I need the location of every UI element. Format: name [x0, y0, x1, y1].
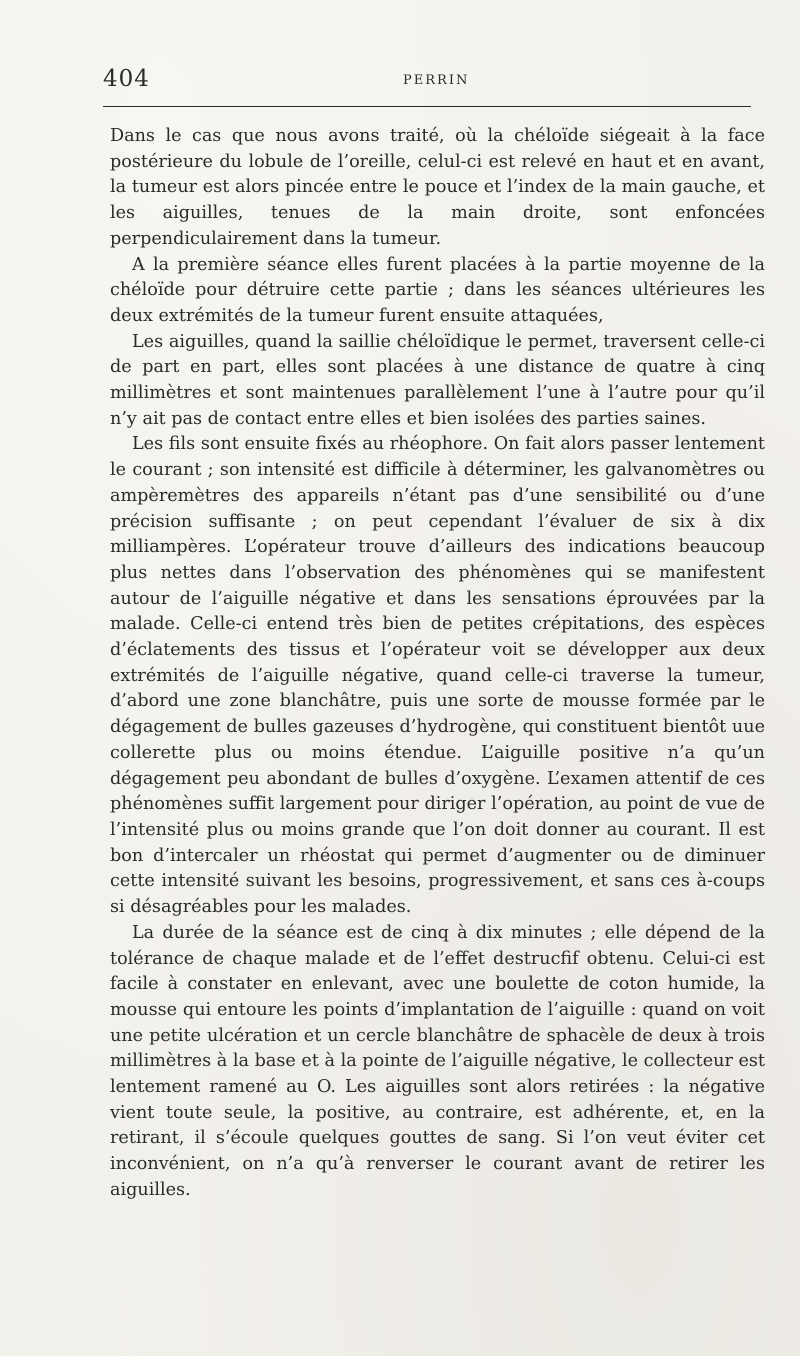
paragraph-3: Les aiguilles, quand la saillie chéloïdique le permet, traversent celle-ci de part en part, elles sont placées à une distance de quatre à cinq millimètres et sont maintenues parallèlement l’une à l’autre pour qu’il n’y ait pas de contact entre elles et bien isolées des parties saines.: [110, 331, 765, 429]
page-number: 404: [103, 66, 150, 92]
body-text: [110, 124, 765, 1204]
paragraph-1: Dans le cas que nous avons traité, où la chéloïde siégeait à la face postérieure du lobule de l’oreille, celul-ci est relevé en haut et en avant, la tumeur est alors pincée entre le pouce et l’index de la main gauche, et les aiguilles, tenues de la main droite, sont enfoncées perpendiculairement dans la tumeur.: [110, 126, 765, 249]
header-rule: [103, 106, 751, 107]
paragraph-2: A la première séance elles furent placées à la partie moyenne de la chéloïde pour détruire cette partie ; dans les séances ultérieures les deux extrémités de la tumeur furent ensuite attaquées,: [110, 254, 765, 326]
running-title: PERRIN: [403, 73, 470, 88]
paragraph-5: La durée de la séance est de cinq à dix minutes ; elle dépend de la tolérance de chaque malade et de l’effet destrucfif obtenu. Celui-ci est facile à constater en enlevant, avec une boulette de coton humide, la mousse qui entoure les points d’implantation de l’aiguille : quand on voit une petite ulcération et un cercle blanchâtre de sphacèle de deux à trois millimètres à la base et à la pointe de l’aiguille négative, le collecteur est lentement ramené au O. Les aiguilles sont alors retirées : la négative vient toute seule, la positive, au contraire, est adhérente, et, en la retirant, il s’écoule quelques gouttes de sang. Si l’on veut éviter cet inconvénient, on n’a qu’à renverser le courant avant de retirer les aiguilles.: [110, 922, 765, 1200]
paragraph-4: Les fils sont ensuite fixés au rhéophore. On fait alors passer lentement le courant ; son intensité est difficile à déterminer, les galvanomètres ou ampèremètres des appareils n’étant pas d’une sensibilité ou d’une précision suffisante ; on peut cependant l’évaluer de six à dix milliampères. L’opérateur trouve d’ailleurs des indications beaucoup plus nettes dans l’observation des phénomènes qui se manifestent autour de l’aiguille négative et dans les sensations éprouvées par la malade. Celle-ci entend très bien de petites crépitations, des espèces d’éclatements des tissus et l’opérateur voit se développer aux deux extrémités de l’aiguille négative, quand celle-ci traverse la tumeur, d’abord une zone blanchâtre, puis une sorte de mousse formée par le dégagement de bulles gazeuses d’hydrogène, qui constituent bientôt uue collerette plus ou moins étendue. L’aiguille positive n’a qu’un dégagement peu abondant de bulles d’oxygène. L’examen attentif de ces phénomènes suffit largement pour diriger l’opération, au point de vue de l’intensité plus ou moins grande que l’on doit donner au courant. Il est bon d’intercaler un rhéostat qui permet d’augmenter ou de diminuer cette intensité suivant les besoins, progressivement, et sans ces à-coups si désagréables pour les malades.: [110, 434, 765, 918]
running-head: [103, 66, 751, 100]
